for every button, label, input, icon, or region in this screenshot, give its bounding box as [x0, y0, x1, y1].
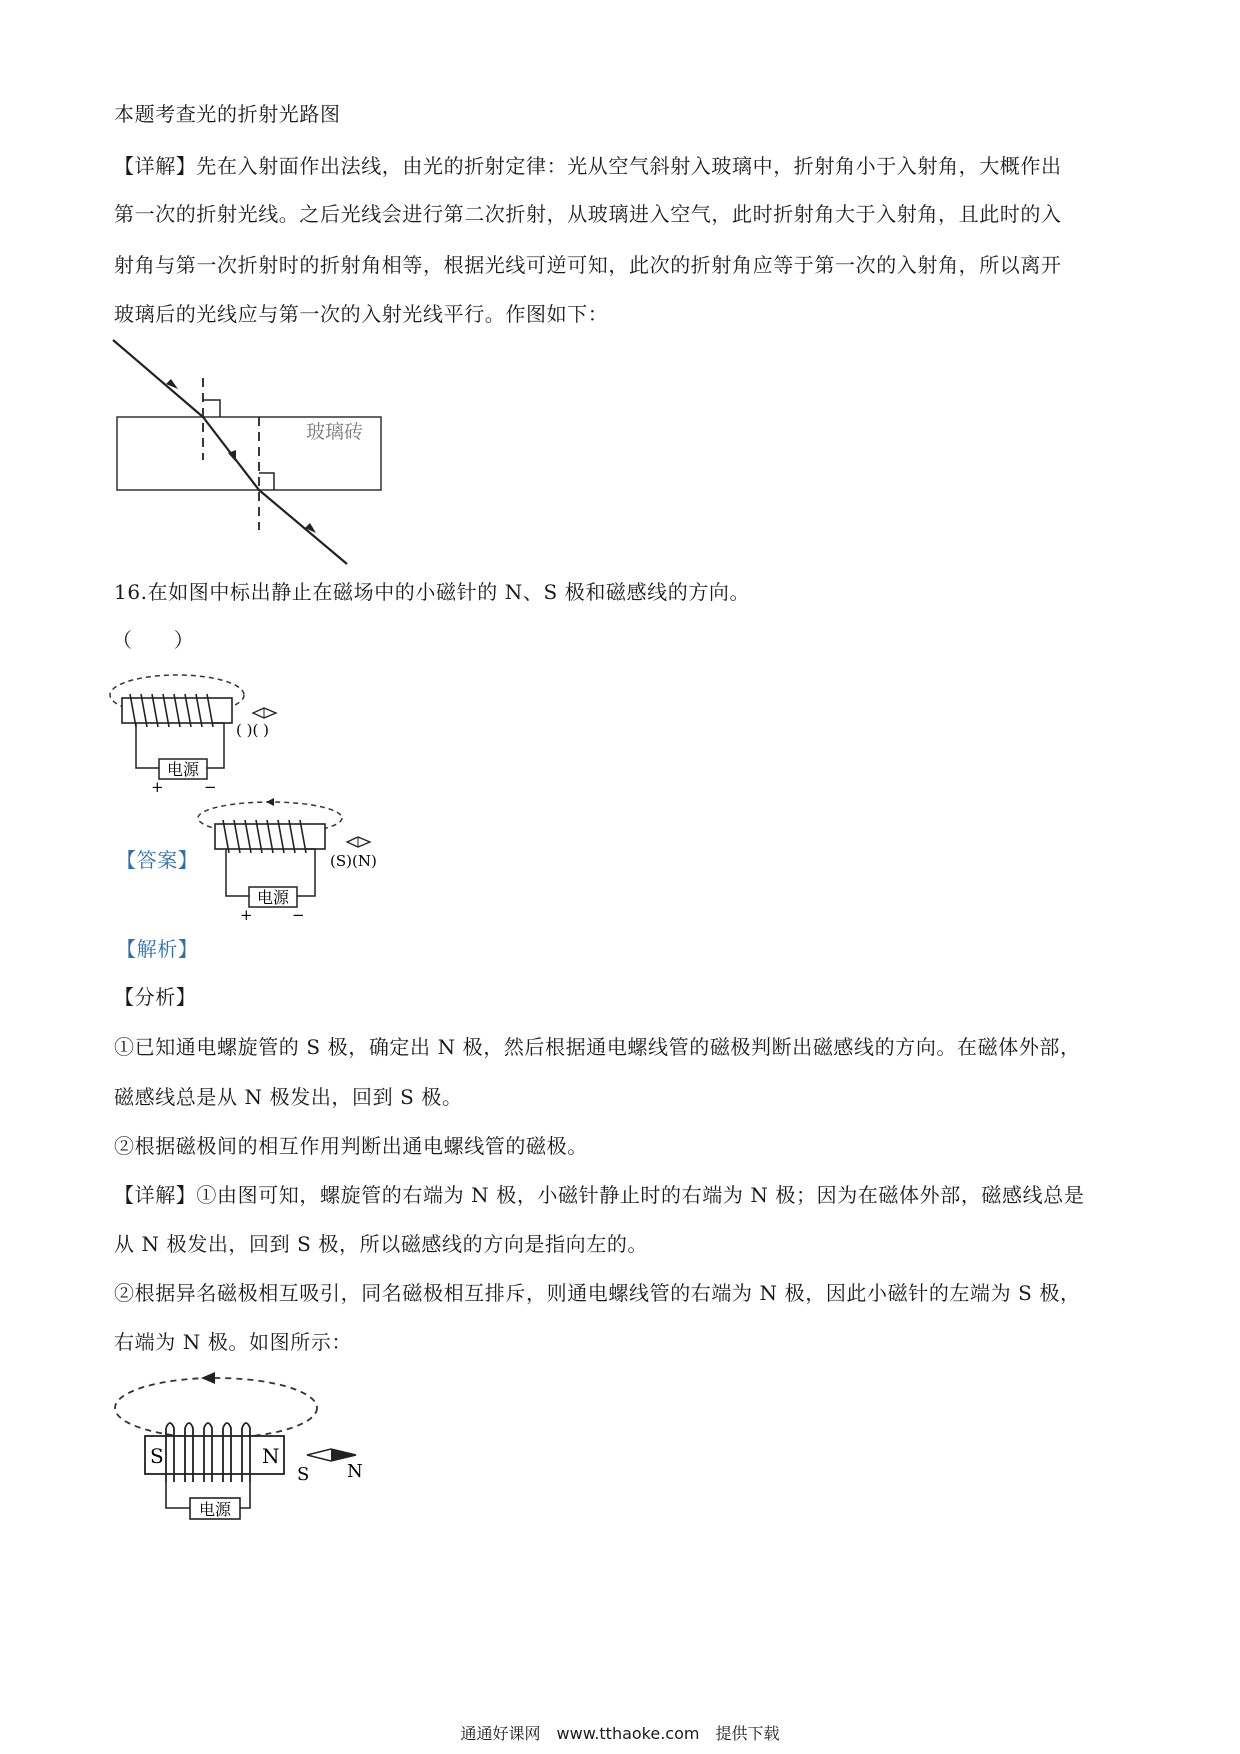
detail16-line-4: 右端为 N 极。如图所示：: [114, 1330, 353, 1354]
wire-right: [240, 1482, 250, 1508]
field-direction-arrow: [201, 1372, 215, 1384]
analysis-line-2: 磁感线总是从 N 极发出，回到 S 极。: [114, 1085, 463, 1109]
field-direction-arrow: [266, 798, 274, 806]
field-line-dashed: [115, 1378, 317, 1438]
solenoid-left-pole: S: [150, 1444, 164, 1468]
wire-left: [166, 1482, 190, 1508]
wire-left: [226, 849, 249, 896]
glass-label: 玻璃砖: [306, 421, 364, 443]
detail15-line-2: 第一次的折射光线。之后光线会进行第二次折射，从玻璃进入空气，此时折射角大于入射角，且此时的入: [114, 202, 1062, 226]
right-angle-mark-2: [259, 473, 274, 490]
minus-sign: −: [292, 906, 305, 924]
intro-line: 本题考查光的折射光路图: [114, 102, 341, 126]
minus-sign: −: [204, 778, 217, 796]
power-source-label: 电源: [166, 760, 200, 779]
answer-tag: 【答案】: [116, 848, 199, 872]
detail-tag: 【详解】: [114, 1183, 197, 1207]
analysis-line-3: ②根据磁极间的相互作用判断出通电螺线管的磁极。: [114, 1134, 588, 1158]
detail16-line-3: ②根据异名磁极相互吸引，同名磁极相互排斥，则通电螺线管的右端为 N 极，因此小磁针的左端为 S 极，: [114, 1281, 1081, 1305]
plus-sign: +: [151, 778, 164, 796]
question-solenoid-figure: [110, 675, 276, 796]
question-16: 16.在如图中标出静止在磁场中的小磁针的 N、S 极和磁感线的方向。: [114, 580, 751, 604]
emergent-ray: [259, 490, 347, 564]
detail15-line-4: 玻璃后的光线应与第一次的入射光线平行。作图如下：: [114, 302, 609, 326]
needle-s-pole: S: [297, 1464, 310, 1485]
question-16-blank: （ ）: [112, 628, 195, 652]
power-source-label: 电源: [198, 1500, 232, 1519]
detail15-line-3: 射角与第一次折射时的折射角相等，根据光线可逆可知，此次的折射角应等于第一次的入射角，所以离开: [114, 253, 1062, 277]
detail16-line-2: 从 N 极发出，回到 S 极，所以磁感线的方向是指向左的。: [114, 1232, 649, 1256]
wire-right: [297, 849, 315, 896]
detail16-line-1: 【详解】①由图可知，螺旋管的右端为 N 极，小磁针静止时的右端为 N 极；因为在磁体外部，磁感线总是: [114, 1183, 1085, 1207]
solenoid-right-pole: N: [262, 1444, 280, 1468]
footer: 通通好课网 www.tthaoke.com 提供下载: [460, 1724, 780, 1743]
pole-blanks: ( )( ): [236, 721, 269, 739]
glass-refraction-figure: [113, 340, 381, 564]
right-angle-mark-1: [203, 400, 220, 417]
detail15-line-1: 【详解】先在入射面作出法线，由光的折射定律：光从空气斜射入玻璃中，折射角小于入射角，大概作出: [114, 154, 1062, 178]
wire-right: [207, 723, 224, 768]
pole-answers: (S)(N): [330, 852, 377, 870]
incident-ray: [113, 340, 203, 417]
power-source-label: 电源: [256, 888, 290, 907]
fenxi-tag: 【分析】: [114, 985, 197, 1009]
detail-tag: 【详解】: [114, 154, 197, 178]
jiexi-tag: 【解析】: [116, 937, 199, 961]
needle-n-pole: N: [347, 1461, 363, 1482]
final-solenoid-figure: [115, 1372, 363, 1519]
analysis-line-1: ①已知通电螺旋管的 S 极，确定出 N 极，然后根据通电螺线管的磁极判断出磁感线的方向。在磁体外部，: [114, 1035, 1081, 1059]
wire-left: [136, 723, 159, 768]
plus-sign: +: [240, 906, 253, 924]
answer-solenoid-figure: [198, 798, 377, 924]
